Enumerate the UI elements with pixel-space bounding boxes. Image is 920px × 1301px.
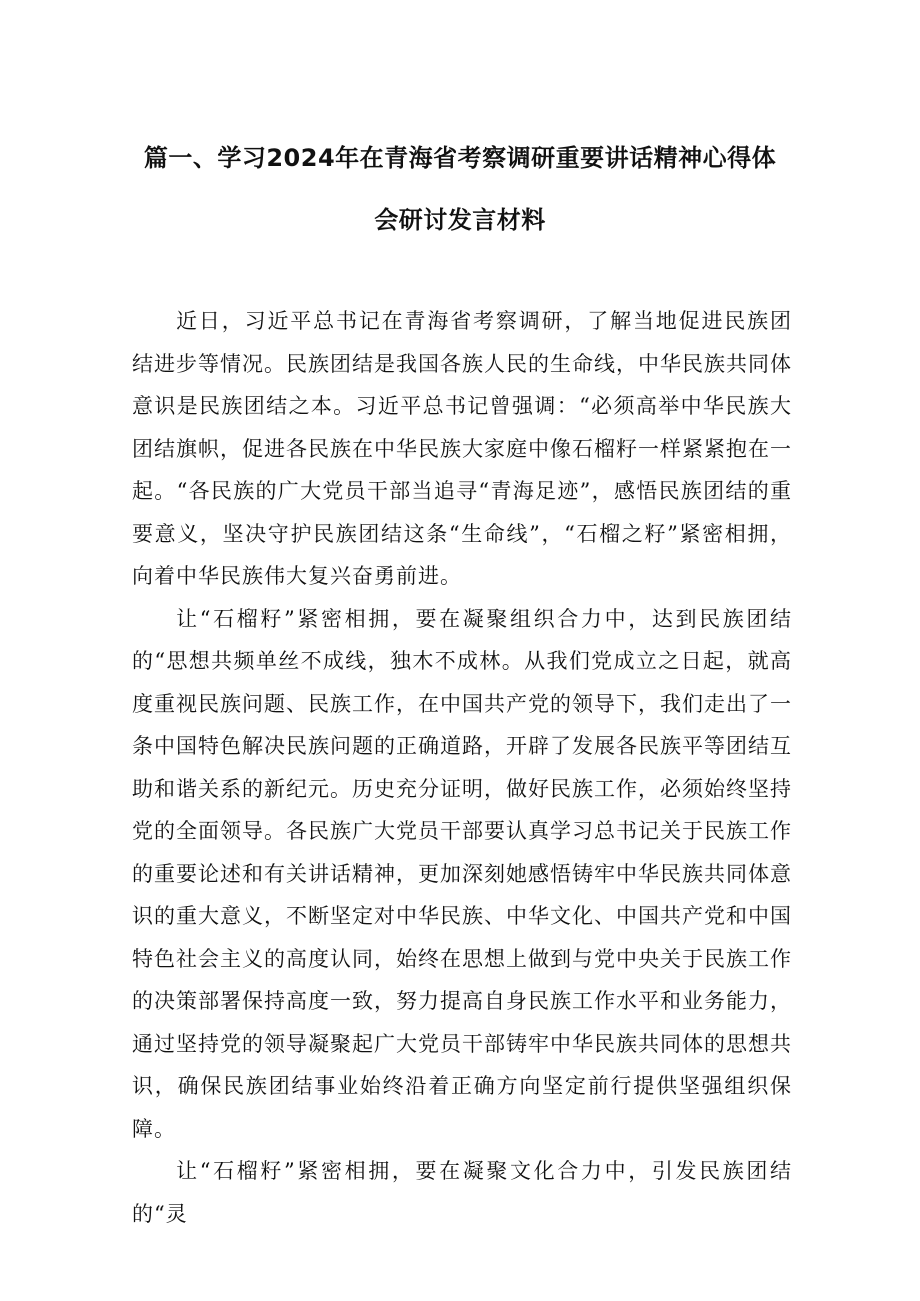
document-title-line-2: 会研讨发言材料	[374, 206, 546, 234]
body-paragraph-1: 近日，习近平总书记在青海省考察调研，了解当地促进民族团结进步等情况。民族团结是我国各族人民的生命线，中华民族共同体意识是民族团结之本。习近平总书记曾强调：“必须高举中华民族大团结旗帜，促进各民族在中华民族大家庭中像石榴籽一样紧紧抱在一起。“各民族的广大党员干部当追寻“青海足迹”，感悟民族团结的重要意义，坚决守护民族团结这条“生命线”，“石榴之籽”紧密相拥，向着中华民族伟大复兴奋勇前进。	[132, 309, 792, 588]
document-title-line-1: 篇一、学习2024年在青海省考察调研重要讲话精神心得体	[143, 144, 777, 172]
body-paragraph-3: 让“石榴籽”紧密相拥，要在凝聚文化合力中，引发民族团结的“灵	[132, 1159, 792, 1226]
document-body	[132, 300, 792, 1235]
body-paragraph-2: 让“石榴籽”紧密相拥，要在凝聚组织合力中，达到民族团结的“思想共频单丝不成线，独木不成林。从我们党成立之日起，就高度重视民族问题、民族工作，在中国共产党的领导下，我们走出了一条中国特色解决民族问题的正确道路，开辟了发展各民族平等团结互助和谐关系的新纪元。历史充分证明，做好民族工作，必须始终坚持党的全面领导。各民族广大党员干部要认真学习总书记关于民族工作的重要论述和有关讲话精神，更加深刻她感悟铸牢中华民族共同体意识的重大意义，不断坚定对中华民族、中华文化、中国共产党和中国特色社会主义的高度认同，始终在思想上做到与党中央关于民族工作的决策部署保持高度一致，努力提高自身民族工作水平和业务能力，通过坚持党的领导凝聚起广大党员干部铸牢中华民族共同体的思想共识，确保民族团结事业始终沿着正确方向坚定前行提供坚强组织保障。	[132, 606, 792, 1141]
